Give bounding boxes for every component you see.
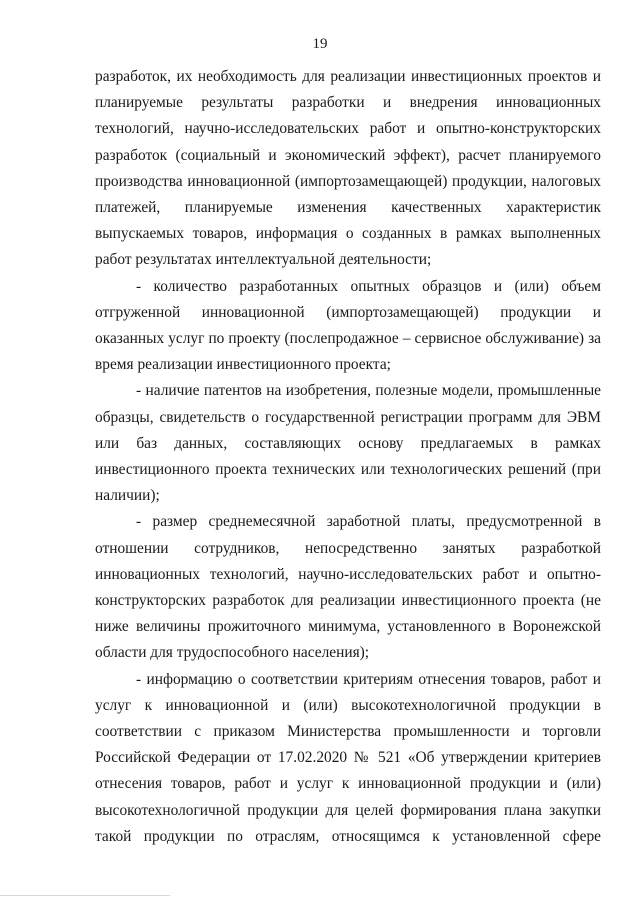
bottom-scan-edge-line xyxy=(0,895,170,896)
page-number: 19 xyxy=(312,36,328,52)
document-body xyxy=(95,64,601,850)
paragraph-average-salary: - размер среднемесячной заработной платы, предусмотренной в отношении сотрудников, непосредственно занятых разработкой инновационных технологий, научно-исследовательских работ и опытно-конструкторских разработок для реализации инвестиционного проекта (не ниже величины прожиточного минимума, установленного в Воронежской области для трудоспособного населения); xyxy=(95,513,601,662)
paragraph-innovation-criteria: - информацию о соответствии критериям отнесения товаров, работ и услуг к инновационной и (или) высокотехнологичной продукции в соответствии с приказом Министерства промышленности и торговли Российской Федерации от 17.02.2020 № 521 «Об утверждении критериев отнесения товаров, работ и услуг к инновационной продукции и (или) высокотехнологичной продукции для целей формирования плана закупки такой продукции по отраслям, относящимся к установленной сфере xyxy=(95,670,601,845)
paragraph-prototypes-count: - количество разработанных опытных образцов и (или) объем отгруженной инновационной (импортозамещающей) продукции и оказанных услуг по проекту (послепродажное – сервисное обслуживание) за время реализации инвестиционного проекта; xyxy=(95,277,601,374)
paragraph-continuation: разработок, их необходимость для реализации инвестиционных проектов и планируемые результаты разработки и внедрения инновационных технологий, научно-исследовательских работ и опытно-конструкторских разработок (социальный и экономический эффект), расчет планируемого производства инновационной (импортозамещающей) продукции, налоговых платежей, планируемые изменения качественных характеристик выпускаемых товаров, информация о созданных в рамках выполненных работ результатах интеллектуальной деятельности; xyxy=(95,68,601,269)
paragraph-patents: - наличие патентов на изобретения, полезные модели, промышленные образцы, свидетельств о государственной регистрации программ для ЭВМ или баз данных, составляющих основу предлагаемых в рамках инвестиционного проекта технических или технологических решений (при наличии); xyxy=(95,382,601,505)
